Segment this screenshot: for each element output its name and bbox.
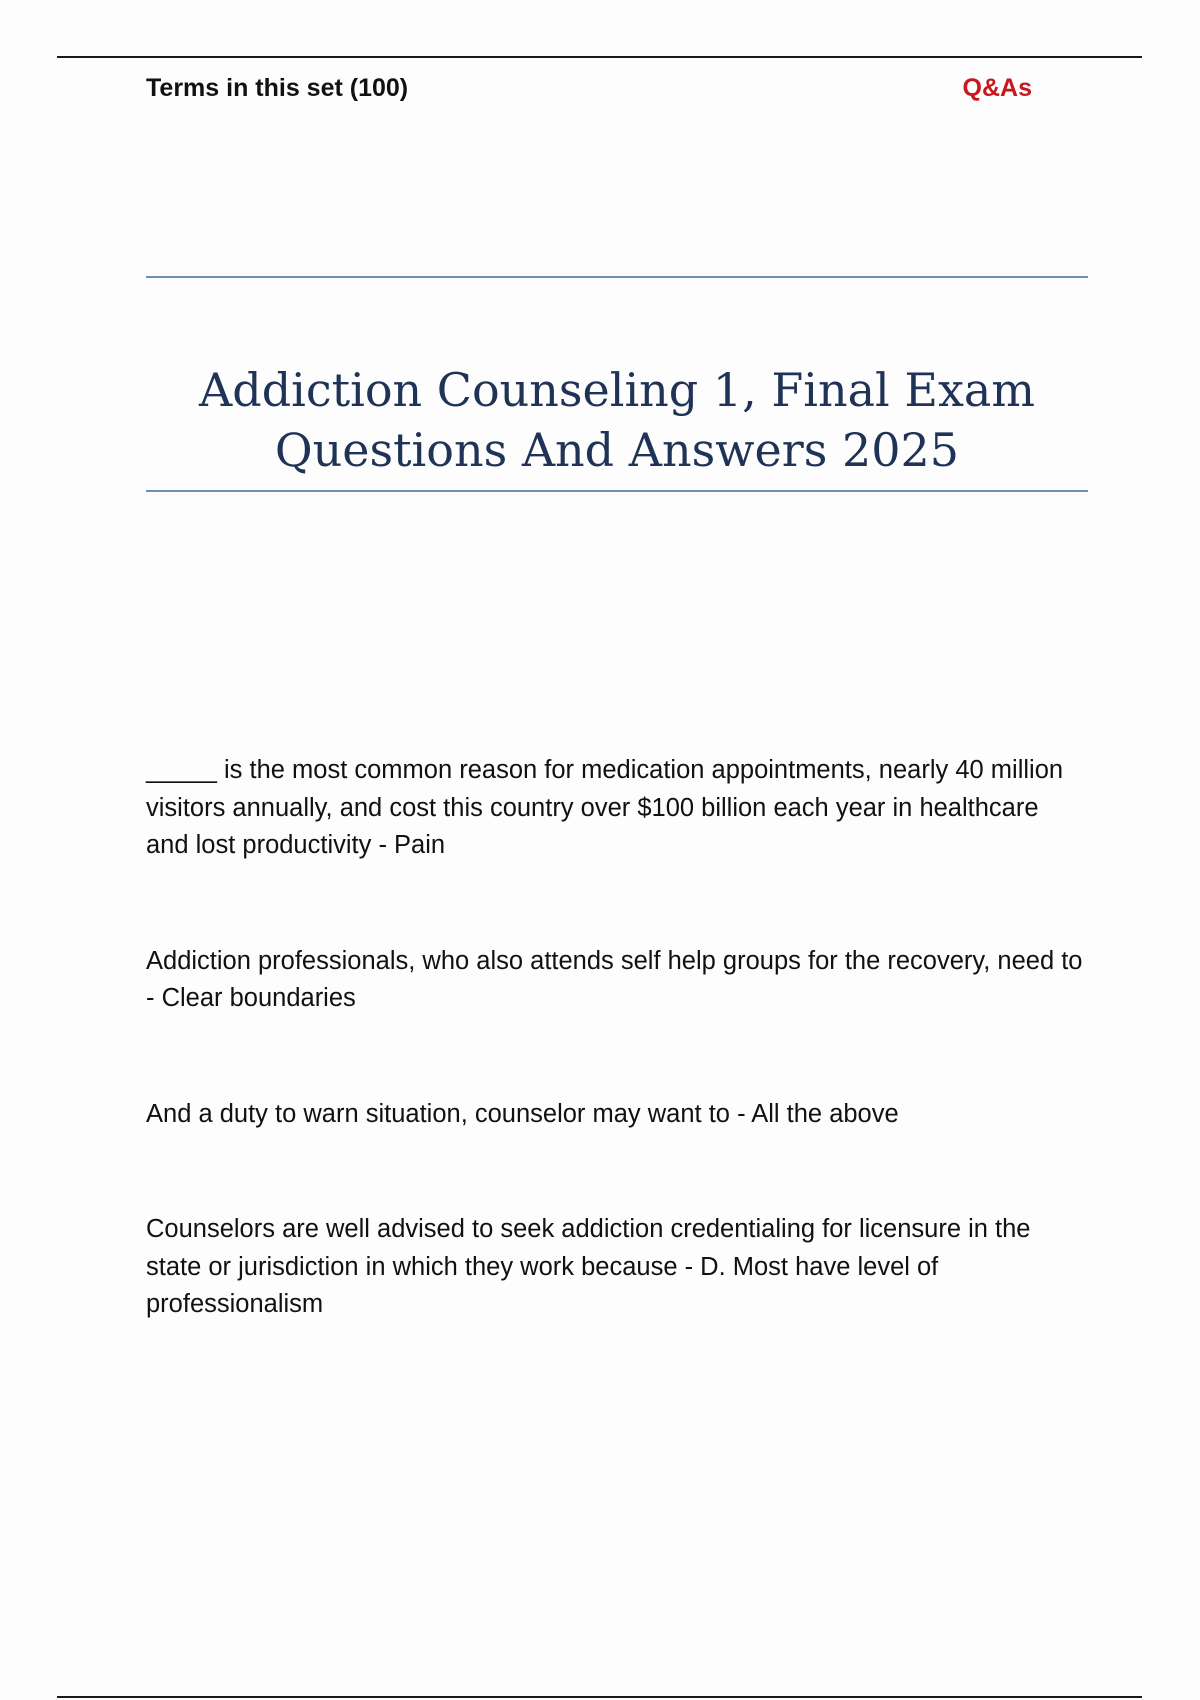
terms-count-label: Terms in this set (100) [146,74,409,102]
title-rule-upper [146,276,1088,278]
qa-list [146,752,1088,1402]
top-divider [57,56,1142,58]
qa-item: _____ is the most common reason for medication appointments, nearly 40 million visitors annually, and cost this country over $100 billion each year in healthcare and lost productivity - Pain [146,756,1064,859]
title-rule-lower [146,490,1088,492]
qa-item: And a duty to warn situation, counselor may want to - All the above [146,1099,899,1128]
document-title-line-1: Addiction Counseling 1, Final Exam [199,363,1035,417]
page-header [146,74,1032,108]
qa-label: Q&As [962,74,1032,102]
document-title [146,360,1088,480]
document-title-line-2: Questions And Answers 2025 [274,423,960,477]
qa-item: Addiction professionals, who also attends self help groups for the recovery, need to - Clear boundaries [146,946,1083,1012]
qa-item: Counselors are well advised to seek addiction credentialing for licensure in the state or jurisdiction in which they work because - D. Most have level of professionalism [146,1215,1031,1318]
bottom-divider [57,1696,1142,1698]
